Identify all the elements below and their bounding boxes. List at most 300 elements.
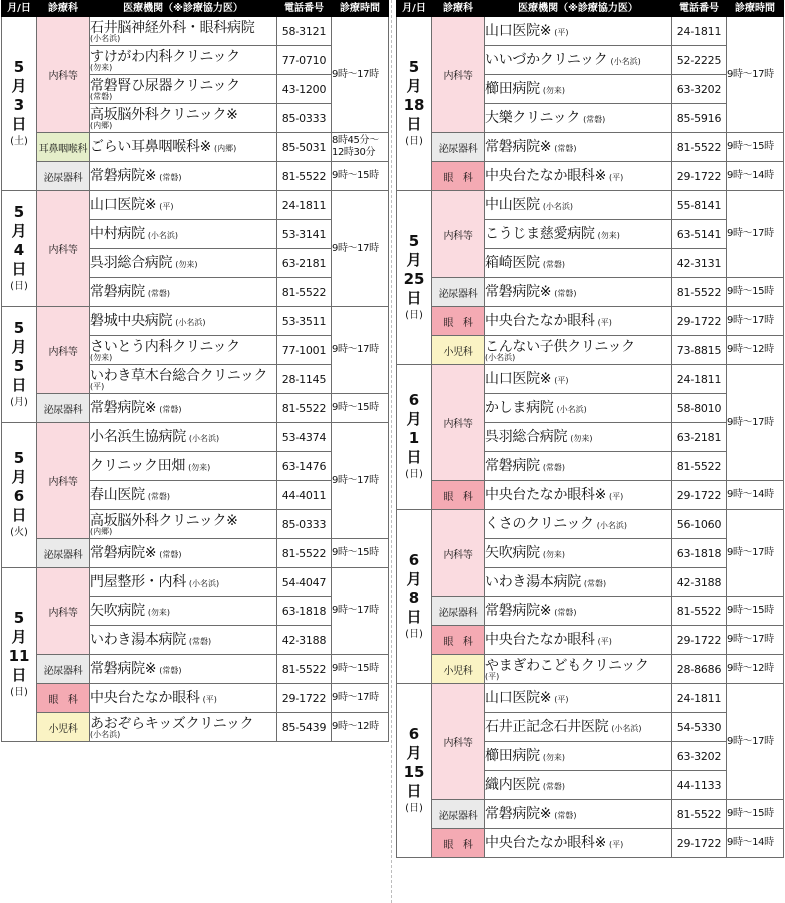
date-part: 月 xyxy=(406,76,422,95)
date-part: 日 xyxy=(406,114,422,133)
clinic-cell xyxy=(90,104,277,133)
table-row xyxy=(2,162,389,191)
date-part: 11 xyxy=(8,646,30,665)
clinic-cell xyxy=(485,510,672,539)
clinic-area: (勿来) xyxy=(175,260,198,269)
clinic-name: 中山医院 xyxy=(485,197,540,213)
date-part: 6 xyxy=(13,487,25,505)
clinic-cell xyxy=(90,220,277,249)
department-cell: 泌尿器科 xyxy=(432,800,485,829)
department-cell: 眼 科 xyxy=(432,829,485,858)
phone-number: 77-0710 xyxy=(277,46,332,75)
clinic-name: いわき湯本病院 xyxy=(90,632,186,648)
department-cell: 内科等 xyxy=(37,17,90,133)
hours-text: 9時～15時 xyxy=(727,808,774,819)
clinic-cell xyxy=(90,133,277,162)
date-label xyxy=(405,391,423,483)
clinic-name: 櫛田病院 xyxy=(485,748,540,764)
phone-number: 54-5330 xyxy=(672,713,727,742)
date-label xyxy=(405,551,423,643)
clinic-cell xyxy=(485,133,672,162)
clinic-area: (常磐) xyxy=(554,608,577,617)
hours-text: 9時～17時 xyxy=(727,735,774,747)
clinic-name: さいとう内科クリニック xyxy=(90,338,240,355)
clinic-cell xyxy=(485,800,672,829)
clinic-area: (常磐) xyxy=(159,173,182,182)
hours-cell xyxy=(727,191,784,278)
clinic-area: (勿来) xyxy=(147,608,171,617)
phone-number: 28-8686 xyxy=(672,655,727,684)
clinic-cell xyxy=(485,481,672,510)
date-part: 5 xyxy=(13,608,25,627)
clinic-name: すけがわ内科クリニック xyxy=(90,48,240,65)
clinic-area: (内郷) xyxy=(90,120,113,130)
phone-number: 85-0333 xyxy=(277,104,332,133)
clinic-area: (小名浜) xyxy=(556,405,587,414)
department-cell: 眼 科 xyxy=(37,684,90,713)
table-row xyxy=(2,133,389,162)
date-cell xyxy=(2,307,37,423)
department-cell: 泌尿器科 xyxy=(432,278,485,307)
clinic-name: かしま病院 xyxy=(485,400,554,416)
clinic-cell xyxy=(485,307,672,336)
clinic-area: (常磐) xyxy=(583,579,607,588)
clinic-name: 山口医院※ xyxy=(485,371,552,387)
hours-text: 9時～15時 xyxy=(727,605,774,616)
hours-text: 9時～15時 xyxy=(332,170,379,181)
date-part: 日 xyxy=(406,781,422,800)
clinic-name: 常磐病院※ xyxy=(90,400,157,416)
date-cell xyxy=(2,423,37,568)
clinic-area: (常磐) xyxy=(159,405,182,414)
phone-number: 42-3131 xyxy=(672,249,727,278)
clinic-cell xyxy=(90,75,277,104)
clinic-area: (常磐) xyxy=(554,289,577,298)
clinic-name: 大樂クリニック xyxy=(485,110,581,126)
clinic-name: 常磐病院※ xyxy=(90,661,157,677)
clinic-cell xyxy=(485,829,672,858)
clinic-area: (勿来) xyxy=(90,352,113,362)
clinic-cell xyxy=(90,249,277,278)
date-part: 日 xyxy=(406,288,422,307)
clinic-name: あおぞらキッズクリニック xyxy=(90,715,254,732)
clinic-cell xyxy=(485,713,672,742)
department-cell: 内科等 xyxy=(37,423,90,539)
phone-number: 52-2225 xyxy=(672,46,727,75)
phone-number: 81-5522 xyxy=(277,394,332,423)
clinic-area: (常磐) xyxy=(188,637,212,646)
date-cell xyxy=(397,17,432,191)
phone-number: 63-1818 xyxy=(672,539,727,568)
day-of-week: (月) xyxy=(10,396,28,408)
clinic-name: 石井脳神経外科・眼科病院 xyxy=(90,19,255,36)
clinic-cell xyxy=(485,220,672,249)
header-dept: 診療科 xyxy=(432,1,485,17)
phone-number: 81-5522 xyxy=(277,655,332,684)
phone-number: 24-1811 xyxy=(277,191,332,220)
day-of-week: (日) xyxy=(405,628,423,640)
clinic-name: 箱崎医院 xyxy=(485,255,540,271)
clinic-name: 小名浜生協病院 xyxy=(90,429,186,445)
clinic-name: 春山医院 xyxy=(90,487,145,503)
clinic-area: (勿来) xyxy=(90,62,113,72)
table-row xyxy=(397,655,784,684)
phone-number: 24-1811 xyxy=(672,365,727,394)
phone-number: 63-5141 xyxy=(672,220,727,249)
hours-text: 9時～15時 xyxy=(332,402,379,413)
table-row xyxy=(397,684,784,713)
clinic-name: 常磐病院※ xyxy=(485,806,552,822)
table-row xyxy=(2,568,389,597)
clinic-name: 門屋整形・内科 xyxy=(90,574,186,590)
phone-number: 24-1811 xyxy=(672,17,727,46)
date-part: 月 xyxy=(406,250,422,269)
phone-number: 28-1145 xyxy=(277,365,332,394)
schedule-body-right xyxy=(397,17,784,858)
phone-number: 81-5522 xyxy=(672,133,727,162)
phone-number: 29-1722 xyxy=(672,162,727,191)
table-row xyxy=(2,684,389,713)
clinic-name: 高坂脳外科クリニック※ xyxy=(90,106,238,123)
clinic-area: (平) xyxy=(202,695,217,704)
date-cell xyxy=(397,365,432,510)
clinic-cell xyxy=(90,191,277,220)
clinic-area: (勿来) xyxy=(188,463,211,472)
phone-number: 63-1476 xyxy=(277,452,332,481)
hours-cell xyxy=(727,278,784,307)
day-of-week: (日) xyxy=(405,469,423,480)
clinic-area: (平) xyxy=(485,671,500,681)
hours-cell xyxy=(332,713,389,742)
date-part: 日 xyxy=(11,259,27,278)
clinic-name: 呉羽総合病院 xyxy=(485,429,568,445)
date-part: 月 xyxy=(11,76,27,95)
schedule-table-right xyxy=(396,0,784,858)
clinic-cell xyxy=(90,336,277,365)
clinic-name: 中村病院 xyxy=(90,226,145,242)
hours-cell xyxy=(727,510,784,597)
day-of-week: (日) xyxy=(405,135,423,147)
date-label xyxy=(404,725,425,817)
hours-cell xyxy=(332,162,389,191)
hours-text: 9時～12時 xyxy=(332,721,379,732)
table-row xyxy=(2,191,389,220)
clinic-area: (常磐) xyxy=(583,115,606,124)
clinic-name: 山口医院※ xyxy=(90,197,157,213)
clinic-cell xyxy=(90,713,277,742)
table-row xyxy=(397,800,784,829)
clinic-cell xyxy=(485,249,672,278)
header-row xyxy=(2,1,389,17)
clinic-cell xyxy=(485,191,672,220)
clinic-area: (勿来) xyxy=(597,231,620,240)
schedule-body-left xyxy=(2,17,389,742)
date-part: 15 xyxy=(403,762,425,781)
clinic-area: (平) xyxy=(554,28,569,37)
date-part: 月 xyxy=(11,221,27,240)
clinic-area: (常磐) xyxy=(542,260,566,269)
table-row xyxy=(2,655,389,684)
table-row xyxy=(397,481,784,510)
date-part: 25 xyxy=(403,269,425,288)
phone-number: 54-4047 xyxy=(277,568,332,597)
date-part: 月 xyxy=(406,569,422,588)
clinic-name: 常磐病院※ xyxy=(485,284,552,300)
phone-number: 29-1722 xyxy=(672,626,727,655)
date-part: 日 xyxy=(11,506,27,524)
header-row xyxy=(397,1,784,17)
phone-number: 81-5522 xyxy=(672,800,727,829)
clinic-area: (内郷) xyxy=(90,526,113,536)
clinic-area: (小名浜) xyxy=(542,202,574,211)
department-cell: 内科等 xyxy=(432,684,485,800)
hours-text: 9時～17時 xyxy=(332,474,379,486)
clinic-cell xyxy=(90,278,277,307)
date-part: 月 xyxy=(11,468,27,486)
date-part: 5 xyxy=(13,57,25,76)
day-of-week: (土) xyxy=(10,135,28,147)
clinic-cell xyxy=(90,46,277,75)
clinic-area: (小名浜) xyxy=(147,231,179,240)
phone-number: 81-5522 xyxy=(277,539,332,568)
clinic-name: いわき湯本病院 xyxy=(485,574,581,590)
clinic-name: こんない子供クリニック xyxy=(485,338,635,355)
hours-cell xyxy=(332,394,389,423)
clinic-cell xyxy=(90,626,277,655)
date-part: 日 xyxy=(11,375,27,394)
clinic-cell xyxy=(485,655,672,684)
hours-cell xyxy=(727,481,784,510)
phone-number: 77-1001 xyxy=(277,336,332,365)
clinic-name: 織内医院 xyxy=(485,777,540,793)
phone-number: 58-8010 xyxy=(672,394,727,423)
clinic-area: (内郷) xyxy=(214,144,237,153)
date-cell xyxy=(397,510,432,684)
clinic-area: (常磐) xyxy=(159,666,182,675)
clinic-area: (常磐) xyxy=(147,492,171,501)
clinic-cell xyxy=(485,539,672,568)
clinic-name: 中央台たなか眼科※ xyxy=(485,168,607,184)
clinic-area: (平) xyxy=(554,695,569,704)
clinic-area: (小名浜) xyxy=(611,724,642,733)
clinic-area: (常磐) xyxy=(542,782,566,791)
date-label xyxy=(9,609,30,701)
department-cell: 泌尿器科 xyxy=(37,394,90,423)
table-row xyxy=(397,829,784,858)
date-part: 5 xyxy=(13,449,25,467)
clinic-name: いいづかクリニック xyxy=(485,52,608,68)
phone-number: 81-5522 xyxy=(672,278,727,307)
clinic-area: (小名浜) xyxy=(175,318,206,327)
department-cell: 眼 科 xyxy=(432,162,485,191)
clinic-area: (常磐) xyxy=(542,463,566,472)
table-row xyxy=(2,17,389,46)
phone-number: 81-5522 xyxy=(277,162,332,191)
phone-number: 53-4374 xyxy=(277,423,332,452)
clinic-cell xyxy=(485,46,672,75)
hours-cell xyxy=(727,307,784,336)
clinic-area: (常磐) xyxy=(90,91,113,101)
department-cell: 泌尿器科 xyxy=(37,539,90,568)
table-row xyxy=(2,539,389,568)
header-date: 月/日 xyxy=(397,1,432,17)
hours-text: 9時～17時 xyxy=(727,315,774,326)
clinic-name: 中央台たなか眼科※ xyxy=(485,487,607,503)
clinic-name: 中央台たなか眼科 xyxy=(485,313,595,329)
hours-text: 9時～14時 xyxy=(727,489,774,500)
clinic-area: (常磐) xyxy=(159,550,182,559)
clinic-name: クリニック田畑 xyxy=(90,458,186,474)
header-hours: 診療時間 xyxy=(332,1,389,17)
table-row xyxy=(397,278,784,307)
header-tel: 電話番号 xyxy=(672,1,727,17)
clinic-name: 常磐病院※ xyxy=(90,168,157,184)
department-cell: 眼 科 xyxy=(432,307,485,336)
date-part: 日 xyxy=(406,448,422,466)
clinic-area: (小名浜) xyxy=(485,352,516,362)
clinic-cell xyxy=(90,365,277,394)
hours-cell xyxy=(332,133,389,162)
clinic-cell xyxy=(90,539,277,568)
hours-cell xyxy=(727,162,784,191)
clinic-area: (平) xyxy=(609,840,624,849)
phone-number: 56-1060 xyxy=(672,510,727,539)
table-row xyxy=(2,423,389,452)
header-date: 月/日 xyxy=(2,1,37,17)
hours-cell xyxy=(727,365,784,481)
department-cell: 小児科 xyxy=(37,713,90,742)
clinic-cell xyxy=(485,597,672,626)
hours-text: 9時～15時 xyxy=(332,663,379,674)
date-part: 1 xyxy=(408,429,420,447)
date-part: 月 xyxy=(11,337,27,356)
clinic-area: (平) xyxy=(597,637,612,646)
hours-text: 9時～14時 xyxy=(727,170,774,181)
clinic-cell xyxy=(90,510,277,539)
phone-number: 63-2181 xyxy=(672,423,727,452)
hours-cell xyxy=(332,655,389,684)
header-hours: 診療時間 xyxy=(727,1,784,17)
clinic-area: (勿来) xyxy=(542,86,566,95)
clinic-cell xyxy=(485,336,672,365)
hours-cell xyxy=(727,133,784,162)
hours-cell xyxy=(332,568,389,655)
date-part: 5 xyxy=(13,318,25,337)
hours-cell xyxy=(332,539,389,568)
hours-text: 9時～12時 xyxy=(727,344,774,355)
clinic-name: くさのクリニック xyxy=(485,516,594,532)
clinic-cell xyxy=(90,684,277,713)
phone-number: 42-3188 xyxy=(672,568,727,597)
clinic-name: ごらい耳鼻咽喉科※ xyxy=(90,139,212,155)
department-cell: 内科等 xyxy=(37,191,90,307)
table-row xyxy=(2,307,389,336)
hours-text: 9時～15時 xyxy=(727,141,774,152)
clinic-cell xyxy=(485,626,672,655)
clinic-name: 山口医院※ xyxy=(485,23,552,39)
date-part: 5 xyxy=(13,356,25,375)
phone-number: 85-5031 xyxy=(277,133,332,162)
department-cell: 内科等 xyxy=(432,510,485,597)
phone-number: 58-3121 xyxy=(277,17,332,46)
phone-number: 24-1811 xyxy=(672,684,727,713)
phone-number: 73-8815 xyxy=(672,336,727,365)
date-cell xyxy=(2,17,37,191)
clinic-area: (平) xyxy=(90,381,105,391)
clinic-name: 常磐病院 xyxy=(485,458,540,474)
clinic-area: (平) xyxy=(597,318,612,327)
day-of-week: (日) xyxy=(10,686,28,698)
table-row xyxy=(397,191,784,220)
department-cell: 内科等 xyxy=(432,365,485,481)
date-part: 5 xyxy=(408,231,420,250)
hours-cell xyxy=(332,684,389,713)
clinic-cell xyxy=(485,771,672,800)
table-row xyxy=(397,162,784,191)
clinic-cell xyxy=(485,568,672,597)
date-part: 8 xyxy=(408,588,420,607)
date-part: 日 xyxy=(11,665,27,684)
clinic-cell xyxy=(485,104,672,133)
department-cell: 眼 科 xyxy=(432,626,485,655)
phone-number: 85-5916 xyxy=(672,104,727,133)
clinic-cell xyxy=(90,452,277,481)
clinic-name: 矢吹病院 xyxy=(485,545,540,561)
date-cell xyxy=(397,191,432,365)
clinic-name: 常磐病院 xyxy=(90,284,145,300)
department-cell: 泌尿器科 xyxy=(432,597,485,626)
table-row xyxy=(397,336,784,365)
phone-number: 44-1133 xyxy=(672,771,727,800)
phone-number: 43-1200 xyxy=(277,75,332,104)
date-label xyxy=(404,58,425,150)
clinic-cell xyxy=(485,423,672,452)
phone-number: 85-5439 xyxy=(277,713,332,742)
clinic-name: いわき草木台総合クリニック xyxy=(90,367,268,384)
hours-text: 9時～17時 xyxy=(727,634,774,645)
department-cell: 内科等 xyxy=(37,568,90,655)
clinic-cell xyxy=(90,597,277,626)
date-cell xyxy=(397,684,432,858)
phone-number: 63-3202 xyxy=(672,75,727,104)
clinic-area: (常磐) xyxy=(554,811,577,820)
hours-cell xyxy=(727,800,784,829)
date-cell xyxy=(2,191,37,307)
clinic-name: 常磐病院※ xyxy=(485,139,552,155)
date-label xyxy=(404,232,425,324)
date-cell xyxy=(2,568,37,742)
clinic-name: 呉羽総合病院 xyxy=(90,255,173,271)
clinic-cell xyxy=(90,394,277,423)
phone-number: 44-4011 xyxy=(277,481,332,510)
hours-text: 9時～17時 xyxy=(332,68,379,80)
department-cell: 小児科 xyxy=(432,655,485,684)
date-part: 5 xyxy=(13,202,25,221)
phone-number: 29-1722 xyxy=(672,307,727,336)
table-row xyxy=(397,597,784,626)
phone-number: 29-1722 xyxy=(672,481,727,510)
hours-cell xyxy=(332,307,389,394)
header-clinic: 医療機関（※診療協力医） xyxy=(485,1,672,17)
date-label xyxy=(10,319,28,411)
phone-number: 55-8141 xyxy=(672,191,727,220)
hours-cell xyxy=(727,684,784,800)
phone-number: 63-1818 xyxy=(277,597,332,626)
day-of-week: (火) xyxy=(10,527,28,538)
phone-number: 63-3202 xyxy=(672,742,727,771)
date-part: 3 xyxy=(13,95,25,114)
date-part: 4 xyxy=(13,240,25,259)
